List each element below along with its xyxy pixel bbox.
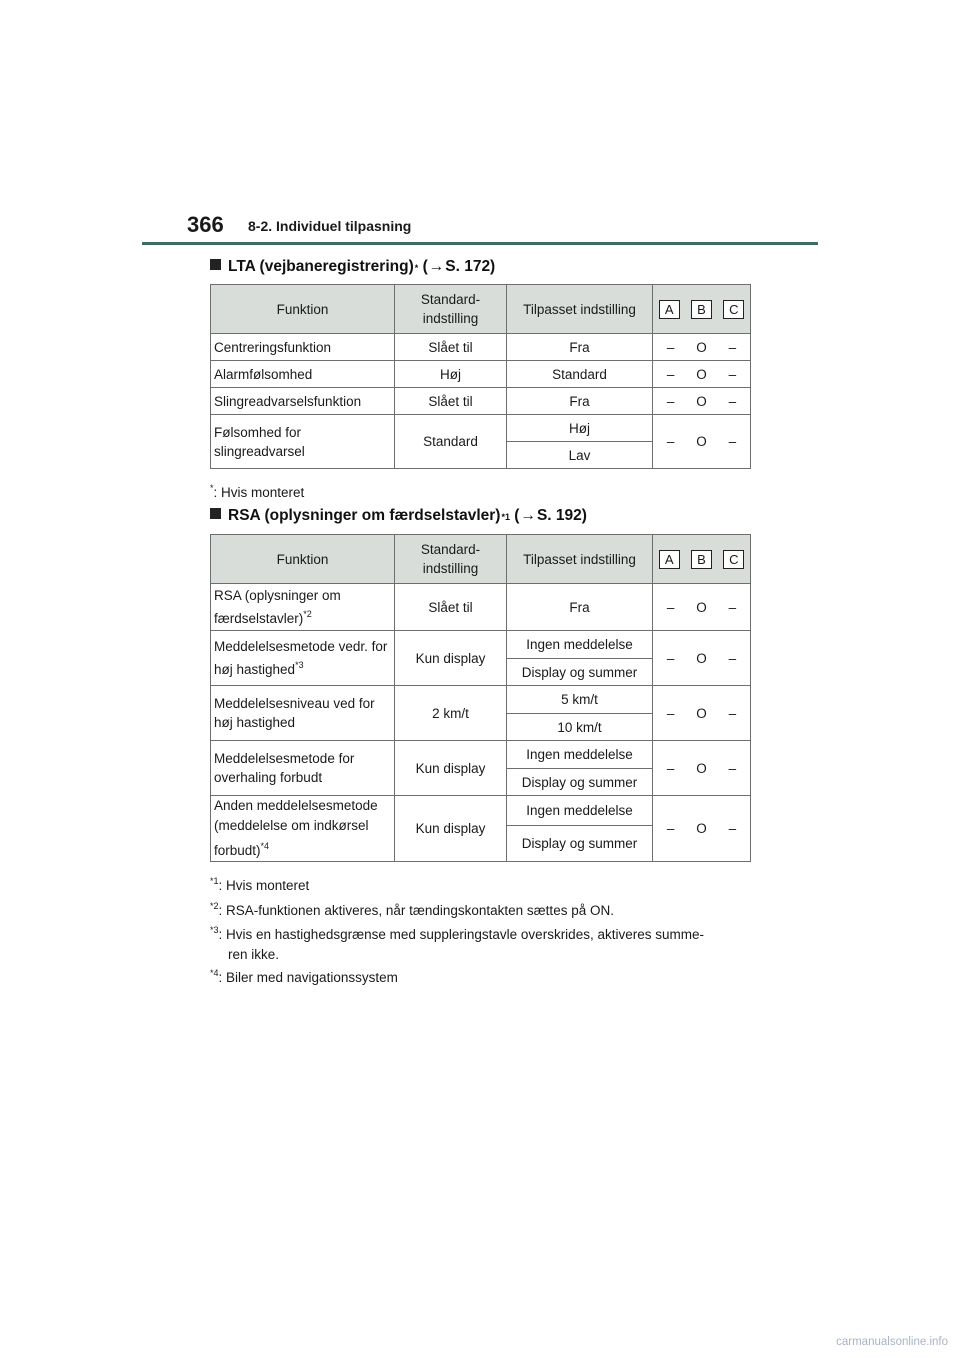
cell-b: O [696,339,707,355]
footnote-mark: *3 [210,925,219,935]
cell-standard: Slået til [395,334,507,361]
cell-a: – [666,821,675,836]
rsa-heading [210,507,587,525]
footnote-mark: *2 [210,901,219,911]
cell-funktion-text: Meddelelsesmetode vedr. for høj hastighed [214,639,388,677]
cell-b: O [696,393,707,409]
lta-header-row [211,285,751,334]
watermark: carmanualsonline.info [836,1336,948,1348]
cell-funktion: Meddelelsesmetode for overhaling forbudt [211,741,395,796]
cell-keys [653,631,751,686]
table-row [211,631,751,659]
lta-table [210,284,751,469]
table-row [211,388,751,415]
cell-tilpasset: Ingen meddelelse [507,631,653,659]
footnote-text: : Hvis en hastighedsgrænse med suppleringstavle overskrides, aktiveres summe- [218,927,704,942]
cell-b: O [696,821,707,836]
cell-funktion-text: Anden meddelelsesmetode (meddelelse om indkørsel forbudt) [214,798,378,858]
cell-b: O [696,599,707,615]
col-tilpasset: Tilpasset indstilling [507,535,653,584]
footnote-text: : Biler med navigationssystem [218,970,398,985]
lta-heading-text: LTA (vejbaneregistrering) [228,258,414,275]
footnote-text: : Hvis monteret [213,485,305,500]
cell-standard: Kun display [395,631,507,686]
cell-a: – [666,599,675,615]
cell-c: – [728,705,737,721]
lta-ref-open: ( [422,258,428,275]
cell-tilpasset: Ingen meddelelse [507,741,653,769]
table-row [211,741,751,769]
square-bullet-icon [210,508,221,519]
cell-keys [653,415,751,469]
table-row [211,334,751,361]
cell-footnote-ref: *3 [295,660,304,670]
cell-funktion: Følsomhed for slingreadvarsel [211,415,395,469]
cell-tilpasset: Høj [507,415,653,442]
lta-heading-sup: * [414,263,419,273]
col-keys [653,285,751,334]
cell-c: – [728,821,737,836]
cell-a: – [666,393,675,409]
key-a: A [659,300,680,319]
cell-standard: Standard [395,415,507,469]
rsa-header-row [211,535,751,584]
lta-footnote [210,478,750,503]
cell-c: – [728,599,737,615]
cell-b: O [696,434,707,449]
rsa-footnote-4 [210,963,750,988]
table-row [211,796,751,826]
cell-keys [653,388,751,415]
footnote-text: : RSA-funktionen aktiveres, når tændingskontakten sættes på ON. [218,903,614,918]
cell-funktion-text: RSA (oplysninger om færdselstavler) [214,588,341,626]
cell-tilpasset: 10 km/t [507,714,653,741]
cell-funktion: Alarmfølsomhed [211,361,395,388]
cell-tilpasset: Lav [507,442,653,469]
footnote-mark: * [210,483,214,493]
cell-b: O [696,705,707,721]
rsa-footnote-1 [210,871,750,896]
cell-footnote-ref: *4 [260,841,270,851]
rsa-footnote-2 [210,896,750,921]
key-c: C [723,300,744,319]
cell-c: – [728,434,737,449]
footnote-text: : Hvis monteret [218,878,310,893]
cell-standard: Slået til [395,388,507,415]
cell-tilpasset: Fra [507,334,653,361]
table-row [211,686,751,714]
rsa-heading-sup: *1 [501,512,510,522]
cell-keys [653,741,751,796]
col-standard-label: Standard- indstilling [420,542,481,576]
cell-keys [653,686,751,741]
section-title: 8-2. Individuel tilpasning [248,218,412,234]
col-standard-label: Standard- indstilling [420,292,481,326]
cell-keys [653,361,751,388]
page-number: 366 [187,212,224,237]
key-b: B [691,550,712,569]
cell-c: – [728,339,737,355]
cell-standard: Høj [395,361,507,388]
cell-tilpasset: 5 km/t [507,686,653,714]
table-row [211,361,751,388]
rsa-table [210,534,751,862]
cell-standard: 2 km/t [395,686,507,741]
key-c: C [723,550,744,569]
cell-funktion: Slingreadvarselsfunktion [211,388,395,415]
key-b: B [691,300,712,319]
lta-ref-link[interactable]: S. 172) [445,258,496,275]
table-row [211,584,751,631]
cell-tilpasset: Display og summer [507,826,653,862]
cell-funktion: Meddelelsesniveau ved for høj hastighed [211,686,395,741]
cell-funktion [211,796,395,862]
col-funktion: Funktion [211,285,395,334]
cell-tilpasset: Ingen meddelelse [507,796,653,826]
cell-b: O [696,760,707,776]
cell-c: – [728,393,737,409]
footnote-mark: *4 [210,968,219,978]
col-keys [653,535,751,584]
rsa-footnote-3 [210,920,750,965]
table-row [211,415,751,442]
footnote-text-cont: ren ikke. [228,947,280,962]
cell-keys [653,334,751,361]
lta-heading [210,258,495,276]
cell-tilpasset: Standard [507,361,653,388]
cell-a: – [666,760,675,776]
cell-a: – [666,650,675,666]
cell-b: O [696,366,707,382]
cell-standard: Slået til [395,584,507,631]
cell-funktion [211,631,395,686]
cell-a: – [666,339,675,355]
cell-c: – [728,366,737,382]
cell-funktion [211,584,395,631]
cell-a: – [666,705,675,721]
key-a: A [659,550,680,569]
rsa-ref-open: ( [514,507,520,524]
footnote-mark: *1 [210,876,219,886]
col-funktion: Funktion [211,535,395,584]
col-tilpasset: Tilpasset indstilling [507,285,653,334]
cell-a: – [666,366,675,382]
cell-keys [653,584,751,631]
col-standard [395,285,507,334]
cell-keys [653,796,751,862]
cell-tilpasset: Fra [507,584,653,631]
cell-tilpasset: Display og summer [507,659,653,686]
cell-footnote-ref: *2 [303,609,312,619]
rsa-ref-link[interactable]: S. 192) [536,507,587,524]
cell-tilpasset: Display og summer [507,769,653,796]
cell-a: – [666,434,675,449]
arrow-right-icon: → [428,258,445,275]
square-bullet-icon [210,259,221,270]
cell-standard: Kun display [395,796,507,862]
cell-funktion: Centreringsfunktion [211,334,395,361]
cell-tilpasset: Fra [507,388,653,415]
col-standard [395,535,507,584]
cell-c: – [728,650,737,666]
cell-c: – [728,760,737,776]
header-rule [142,242,818,245]
rsa-heading-text: RSA (oplysninger om færdselstavler) [228,507,501,524]
arrow-right-icon: → [520,507,536,524]
cell-b: O [696,650,707,666]
cell-standard: Kun display [395,741,507,796]
